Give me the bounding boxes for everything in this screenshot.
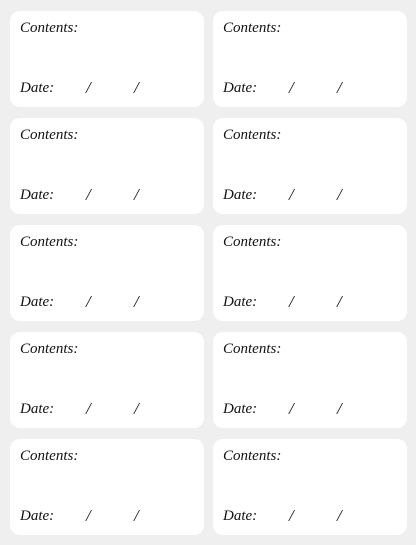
label-1 (10, 11, 204, 107)
date-separator: / (289, 292, 294, 311)
date-separator: / (86, 78, 91, 97)
date-separator: / (134, 185, 139, 204)
date-separator: / (289, 78, 294, 97)
date-label: Date: (223, 508, 258, 524)
date-label: Date: (20, 80, 55, 96)
date-label: Date: (223, 80, 258, 96)
date-separator: / (134, 399, 139, 418)
label-5 (10, 225, 204, 321)
date-label: Date: (223, 294, 258, 310)
contents-label: Contents: (223, 234, 282, 250)
date-separator: / (134, 292, 139, 311)
label-2 (213, 11, 407, 107)
date-separator: / (134, 506, 139, 525)
date-separator: / (86, 292, 91, 311)
date-label: Date: (20, 187, 55, 203)
contents-label: Contents: (20, 20, 79, 36)
label-4 (213, 118, 407, 214)
label-3 (10, 118, 204, 214)
contents-label: Contents: (223, 20, 282, 36)
date-separator: / (86, 185, 91, 204)
date-label: Date: (20, 401, 55, 417)
contents-label: Contents: (223, 127, 282, 143)
date-label: Date: (20, 294, 55, 310)
date-separator: / (289, 506, 294, 525)
date-separator: / (337, 78, 342, 97)
date-separator: / (289, 399, 294, 418)
date-separator: / (134, 78, 139, 97)
contents-label: Contents: (20, 234, 79, 250)
date-separator: / (337, 399, 342, 418)
date-label: Date: (223, 187, 258, 203)
date-separator: / (289, 185, 294, 204)
label-9 (10, 439, 204, 535)
date-separator: / (337, 506, 342, 525)
date-label: Date: (20, 508, 55, 524)
contents-label: Contents: (223, 448, 282, 464)
contents-label: Contents: (20, 341, 79, 357)
label-8 (213, 332, 407, 428)
contents-label: Contents: (20, 448, 79, 464)
label-10 (213, 439, 407, 535)
label-7 (10, 332, 204, 428)
date-label: Date: (223, 401, 258, 417)
contents-label: Contents: (223, 341, 282, 357)
date-separator: / (337, 292, 342, 311)
date-separator: / (86, 506, 91, 525)
date-separator: / (86, 399, 91, 418)
label-6 (213, 225, 407, 321)
contents-label: Contents: (20, 127, 79, 143)
date-separator: / (337, 185, 342, 204)
